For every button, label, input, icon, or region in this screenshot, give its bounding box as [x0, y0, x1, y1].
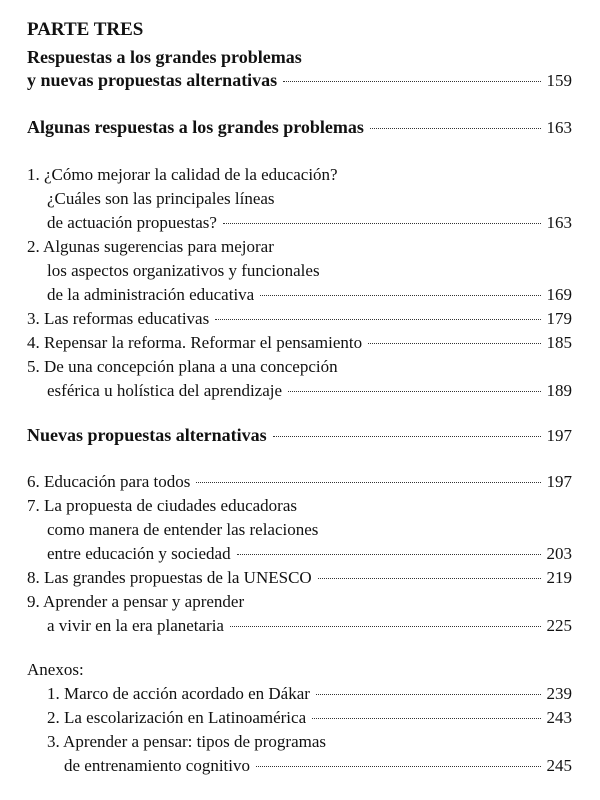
toc-item-2-line-3: de la administración educativa [47, 285, 255, 304]
leader-dots [273, 436, 541, 437]
page-number: 185 [546, 333, 572, 352]
annex-item-3-line-1: 3. Aprender a pensar: tipos de programas [47, 732, 326, 751]
toc-item-4-entry [27, 331, 572, 355]
leader-dots [370, 128, 541, 129]
toc-item-9-line-2: a vivir en la era planetaria [47, 616, 224, 635]
page-number: 203 [546, 544, 572, 563]
leader-dots [196, 482, 540, 483]
toc-item-2-line-1: 2. Algunas sugerencias para mejorar [27, 237, 274, 256]
annexes-title: Anexos: [27, 660, 84, 679]
part-label: PARTE TRES [27, 19, 144, 40]
section-heading-nuevas [27, 425, 572, 446]
leader-dots [230, 626, 541, 627]
page-number: 179 [546, 309, 572, 328]
annex-item-1-entry [47, 682, 572, 706]
leader-dots [215, 319, 540, 320]
toc-item-1-entry [47, 211, 572, 235]
toc-item-8-entry [27, 566, 572, 590]
toc-item-6-line-1: 6. Educación para todos [27, 472, 191, 491]
toc-item-8-line-1: 8. Las grandes propuestas de la UNESCO [27, 568, 312, 587]
toc-item-1-line-1: 1. ¿Cómo mejorar la calidad de la educación? [27, 165, 338, 184]
toc-item-3-line-1: 3. Las reformas educativas [27, 309, 210, 328]
toc-item-5-line-2: esférica u holística del aprendizaje [47, 381, 283, 400]
leader-dots [318, 578, 541, 579]
toc-item-4-line-1: 4. Repensar la reforma. Reformar el pensamiento [27, 333, 363, 352]
page-number: 197 [546, 426, 572, 445]
page-number: 225 [546, 616, 572, 635]
toc-item-7-line-1: 7. La propuesta de ciudades educadoras [27, 496, 297, 515]
page-number: 163 [546, 213, 572, 232]
page-number: 245 [546, 756, 572, 775]
toc-item-6-entry [27, 470, 572, 494]
page-number: 239 [546, 684, 572, 703]
toc-item-3-entry [27, 307, 572, 331]
toc-item-1-line-2: ¿Cuáles son las principales líneas [47, 189, 275, 208]
toc-item-7-line-2: como manera de entender las relaciones [47, 520, 319, 539]
leader-dots [260, 295, 540, 296]
annex-item-3-entry [64, 754, 572, 778]
page-number: 219 [546, 568, 572, 587]
toc-item-1-line-3: de actuación propuestas? [47, 213, 217, 232]
toc-item-9-entry [47, 614, 572, 638]
leader-dots [288, 391, 540, 392]
leader-dots [237, 554, 541, 555]
part-title-entry [27, 70, 572, 91]
page-number: 243 [546, 708, 572, 727]
leader-dots [316, 694, 541, 695]
leader-dots [283, 81, 540, 82]
page-number: 197 [546, 472, 572, 491]
part-title-line-2: y nuevas propuestas alternativas [27, 70, 278, 90]
annex-item-2-line-1: 2. La escolarización en Latinoamérica [47, 708, 307, 727]
section-heading-respuestas [27, 117, 572, 138]
annex-item-3-line-2: de entrenamiento cognitivo [64, 756, 250, 775]
leader-dots [223, 223, 541, 224]
toc-item-5-entry [47, 379, 572, 403]
page-number: 189 [546, 381, 572, 400]
toc-item-9-line-1: 9. Aprender a pensar y aprender [27, 592, 245, 611]
page-number: 163 [546, 118, 572, 137]
toc-item-7-entry [47, 542, 572, 566]
annex-item-2-entry [47, 706, 572, 730]
annex-item-1-line-1: 1. Marco de acción acordado en Dákar [47, 684, 310, 703]
toc-item-2-entry [47, 283, 572, 307]
part-title-line-1: Respuestas a los grandes problemas [27, 47, 302, 67]
toc-item-5-line-1: 5. De una concepción plana a una concepción [27, 357, 338, 376]
leader-dots [256, 766, 541, 767]
toc-item-2-line-2: los aspectos organizativos y funcionales [47, 261, 320, 280]
leader-dots [368, 343, 540, 344]
page-number: 169 [546, 285, 572, 304]
section-title: Nuevas propuestas alternativas [27, 425, 267, 445]
page-number: 159 [546, 71, 572, 90]
section-title: Algunas respuestas a los grandes problemas [27, 117, 364, 137]
leader-dots [312, 718, 540, 719]
toc-item-7-line-3: entre educación y sociedad [47, 544, 231, 563]
